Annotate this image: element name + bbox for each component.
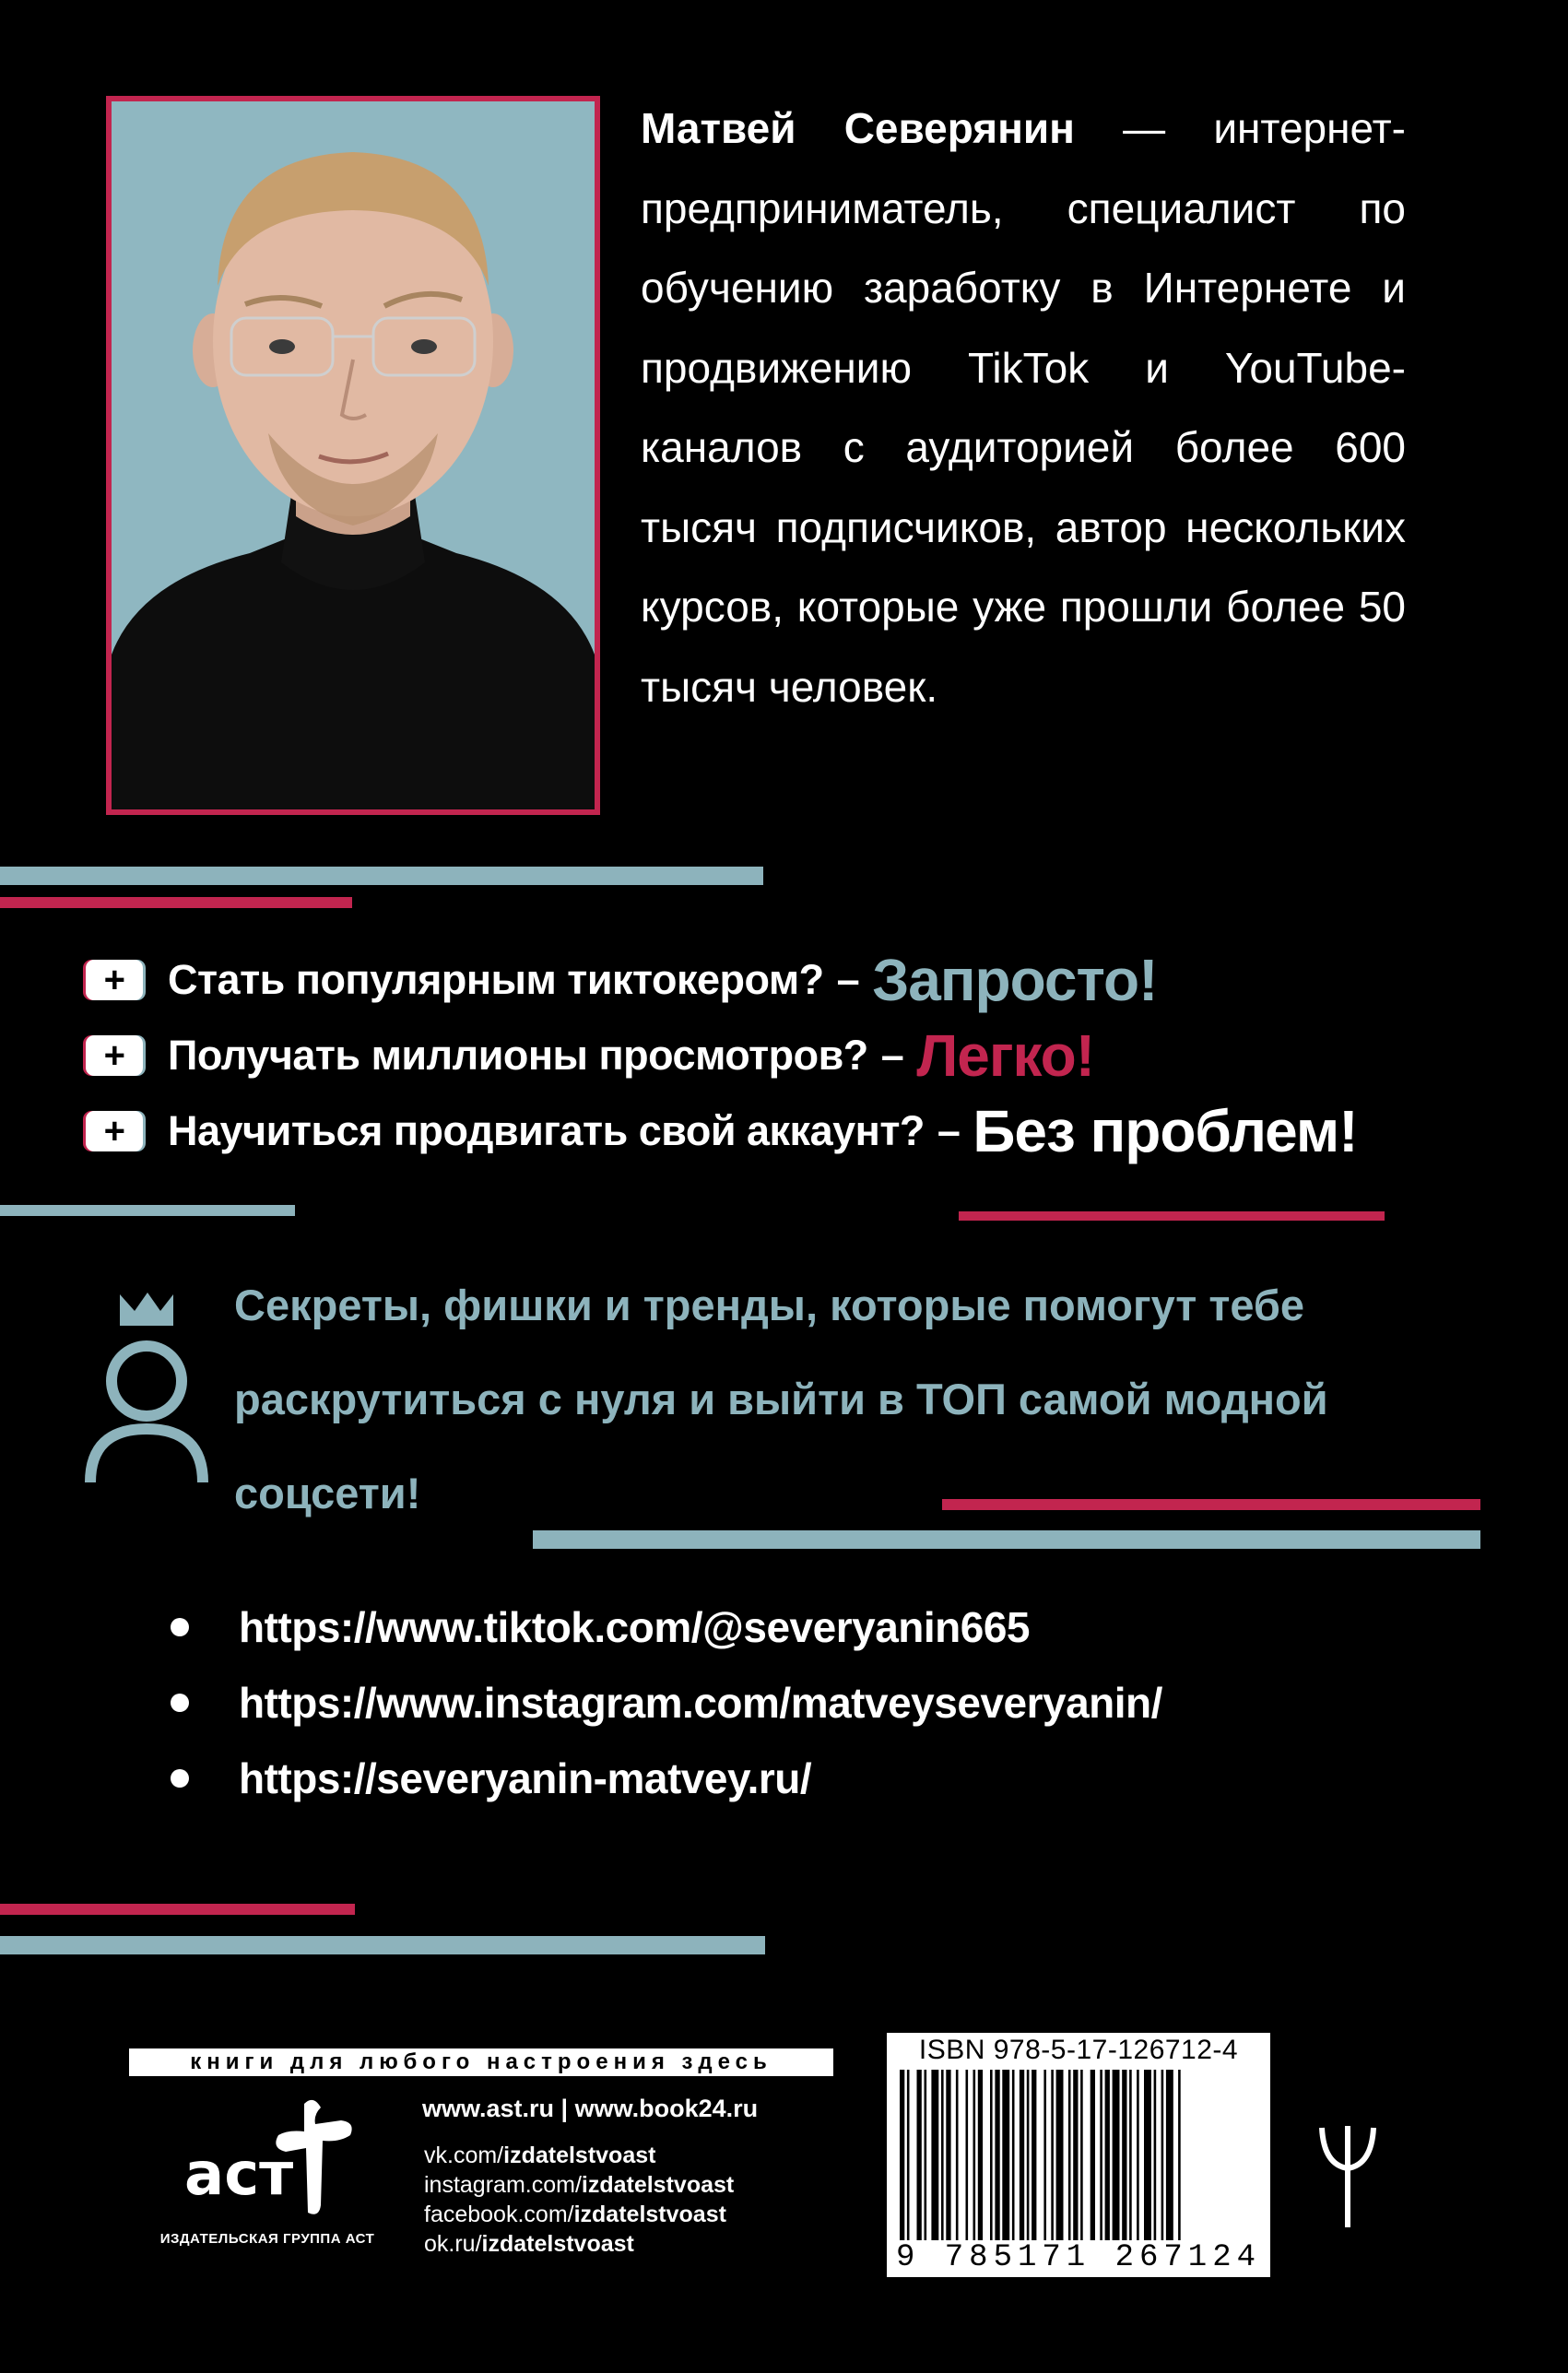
barcode-bar — [978, 2070, 983, 2240]
barcode-bar — [973, 2070, 976, 2240]
barcode-bar — [1056, 2070, 1064, 2240]
plus-icon: + — [83, 1111, 144, 1151]
barcode-bar — [1137, 2070, 1139, 2240]
link-item[interactable] — [171, 1671, 1162, 1735]
checklist-item — [83, 1014, 1094, 1097]
checklist-item — [83, 939, 1157, 1021]
barcode-bar — [907, 2070, 910, 2240]
barcode-bar — [1073, 2070, 1078, 2240]
link-item[interactable] — [171, 1595, 1030, 1659]
barcode-bar — [1161, 2070, 1164, 2240]
barcode-bar — [900, 2070, 904, 2240]
publisher-slogan: книги для любого настроения здесь — [129, 2048, 833, 2076]
barcode-bars — [900, 2070, 1257, 2240]
decor-stripe-red — [959, 1211, 1385, 1221]
plus-icon: + — [83, 1035, 144, 1076]
ast-logo — [175, 2095, 360, 2224]
checklist-dash: – — [937, 1107, 961, 1154]
barcode-bar — [1043, 2070, 1046, 2240]
checklist-answer: Легко! — [916, 1022, 1095, 1089]
barcode-bar — [1122, 2070, 1126, 2240]
author-bio-text: — интернет-предприниматель, специалист по обучению заработку в Интернете и продвижению TikTok и YouTube-каналов с аудиторией более 600 тысяч подписчиков, автор нескольких курсов, которые уже прошли более 50 тысяч человек. — [641, 104, 1406, 711]
barcode-bar — [1105, 2070, 1110, 2240]
checklist-question: Стать популярным тиктокером? — [168, 956, 824, 1003]
barcode-bar — [925, 2070, 927, 2240]
link-text[interactable]: https://www.tiktok.com/@severyanin665 — [239, 1603, 1031, 1651]
barcode-bar — [966, 2070, 969, 2240]
decor-stripe-blue — [0, 1205, 295, 1216]
bullet-icon — [171, 1694, 189, 1712]
publisher-social-list — [424, 2141, 734, 2259]
barcode-bar — [1051, 2070, 1054, 2240]
checklist-answer: Запросто! — [872, 947, 1158, 1013]
barcode-bar — [1020, 2070, 1024, 2240]
barcode-bar — [917, 2070, 922, 2240]
decor-stripe-blue — [0, 867, 763, 885]
barcode-bar — [941, 2070, 944, 2240]
ean-digits: 9 785171 267124 — [895, 2240, 1262, 2275]
checklist-question: Получать миллионы просмотров? — [168, 1032, 868, 1079]
barcode-bar — [1080, 2070, 1083, 2240]
decor-stripe-red — [0, 897, 352, 908]
checklist-dash: – — [880, 1032, 904, 1079]
bullet-icon — [171, 1769, 189, 1788]
link-text[interactable]: https://severyanin-matvey.ru/ — [239, 1754, 812, 1802]
barcode-bar — [995, 2070, 999, 2240]
bullet-icon — [171, 1618, 189, 1636]
decor-stripe-red — [0, 1904, 355, 1915]
barcode-bar — [1012, 2070, 1015, 2240]
social-link[interactable]: vk.com/izdatelstvoast — [424, 2143, 656, 2168]
link-text[interactable]: https://www.instagram.com/matveyseveryanin/ — [239, 1679, 1162, 1727]
barcode-bar — [1027, 2070, 1030, 2240]
author-photo — [106, 96, 600, 815]
social-link[interactable]: facebook.com/izdatelstvoast — [424, 2202, 726, 2227]
author-portrait-image — [112, 101, 595, 809]
decor-stripe-red — [942, 1499, 1480, 1510]
barcode-bar — [1178, 2070, 1181, 2240]
barcode-bar — [1144, 2070, 1151, 2240]
social-link[interactable]: ok.ru/izdatelstvoast — [424, 2231, 634, 2257]
barcode-bar — [946, 2070, 950, 2240]
isbn-barcode — [887, 2033, 1270, 2277]
publisher-sites[interactable]: www.ast.ru | www.book24.ru — [422, 2095, 759, 2122]
barcode-bar — [956, 2070, 959, 2240]
decor-stripe-blue — [533, 1530, 1480, 1549]
barcode-bar — [990, 2070, 993, 2240]
barcode-bar — [1002, 2070, 1009, 2240]
publisher-caption: ИЗДАТЕЛЬСКАЯ ГРУППА АСТ — [159, 2231, 375, 2247]
barcode-bar — [1166, 2070, 1173, 2240]
barcode-bar — [1091, 2070, 1095, 2240]
checklist-dash: – — [836, 956, 860, 1003]
crowned-person-icon — [81, 1289, 210, 1487]
barcode-bar — [1129, 2070, 1132, 2240]
barcode-bar — [931, 2070, 938, 2240]
barcode-bar — [1068, 2070, 1071, 2240]
feature-text: Секреты, фишки и тренды, которые помогут тебе раскрутиться с нуля и выйти в ТОП самой модной соцсети! — [234, 1281, 1328, 1517]
barcode-bar — [1154, 2070, 1157, 2240]
checklist-question: Научиться продвигать свой аккаунт? — [168, 1107, 925, 1154]
author-bio — [641, 89, 1406, 726]
barcode-bar — [1032, 2070, 1036, 2240]
barcode-bar — [1113, 2070, 1120, 2240]
checklist-item — [83, 1090, 1358, 1173]
plus-icon: + — [83, 960, 144, 1000]
ast-logo-text: аст — [184, 2141, 294, 2209]
decor-stripe-blue — [0, 1936, 765, 1954]
isbn-text: ISBN 978-5-17-126712-4 — [918, 2035, 1239, 2065]
checklist-answer: Без проблем! — [973, 1098, 1358, 1164]
author-name: Матвей Северянин — [641, 104, 1075, 152]
link-item[interactable] — [171, 1746, 811, 1811]
barcode-bar — [1100, 2070, 1102, 2240]
social-link[interactable]: instagram.com/izdatelstvoast — [424, 2172, 735, 2198]
psi-mark-icon — [1318, 2120, 1377, 2231]
